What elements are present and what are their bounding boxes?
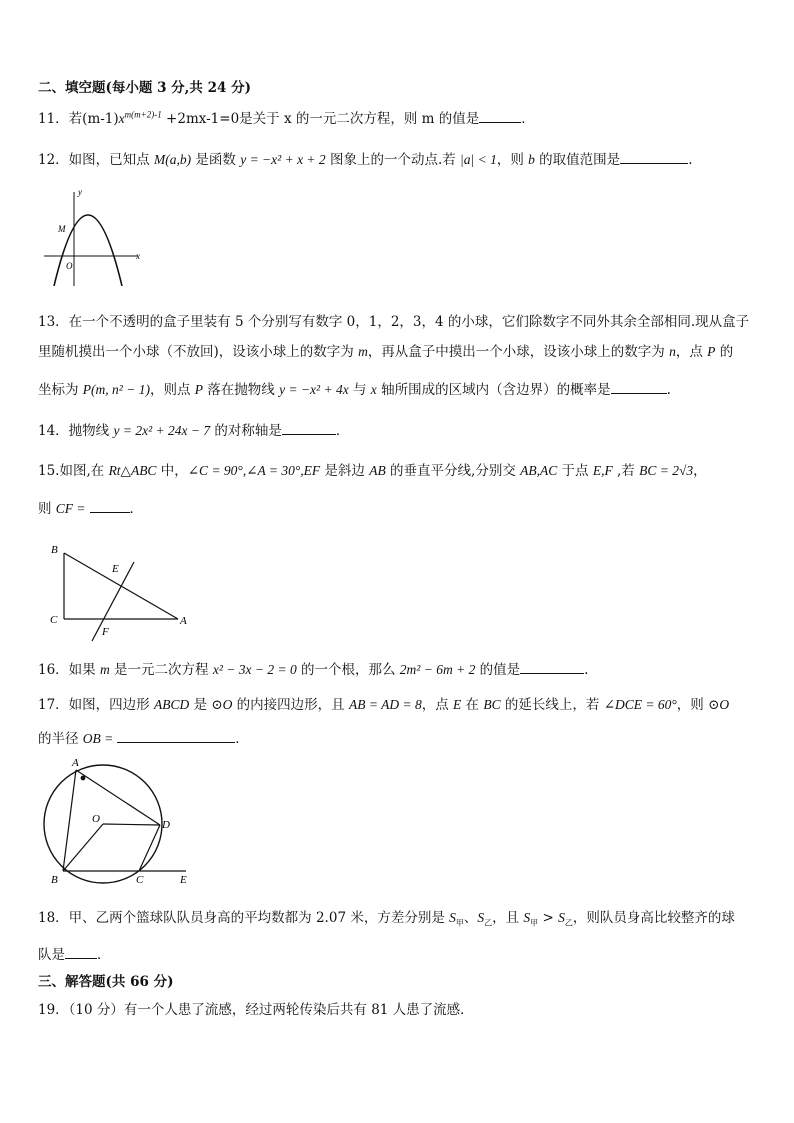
q11-text: 11．若(m-1) xyxy=(38,111,119,127)
question-18-line-2 xyxy=(38,945,111,964)
figure-17-circle xyxy=(36,756,196,886)
q17-ob: OB = xyxy=(82,731,114,746)
question-18-line-1 xyxy=(38,909,735,927)
q18-gt: > xyxy=(538,910,559,926)
q15-cf: CF = xyxy=(55,501,86,516)
q12-text-post: 的取值范围是 xyxy=(534,152,621,168)
q12-point: M(a,b) xyxy=(153,152,192,167)
label-M: M xyxy=(58,224,66,234)
segment-AB xyxy=(63,770,76,871)
label-O: O xyxy=(92,813,100,825)
q17-abcd: ABCD xyxy=(153,697,190,712)
answer-blank[interactable] xyxy=(282,421,336,435)
q15-angles: ∠C = 90°,∠A = 30°,EF xyxy=(187,463,321,478)
q17-circle-2: ⊙O xyxy=(708,697,730,712)
q13-var-P: P xyxy=(194,382,203,397)
answer-blank[interactable] xyxy=(479,109,521,123)
q13-text-post: ，点 xyxy=(675,344,708,360)
question-13-line-2 xyxy=(38,343,733,361)
q15-text-mid4: 于点 xyxy=(557,463,593,479)
answer-blank[interactable] xyxy=(520,660,584,674)
q16-text-mid2: 的一个根，那么 xyxy=(296,662,400,678)
q17-text: 17．如图，四边形 xyxy=(38,697,154,713)
q13-text: 里随机摸出一个小球（不放回)，设该小球上的数字为 xyxy=(38,344,359,360)
q18-s4: S xyxy=(558,910,565,925)
q14-function: y = 2x² + 24x − 7 xyxy=(113,423,211,438)
q14-end: ． xyxy=(335,423,350,439)
q17-text-mid3: ，点 xyxy=(421,697,453,713)
question-12 xyxy=(38,150,692,169)
q13-text-post: 轴所围成的区域内（含边界）的概率是 xyxy=(376,382,611,398)
question-15-line-2 xyxy=(38,499,143,518)
q15-text: 15.如图,在 xyxy=(38,463,109,479)
q18-sub2: 乙 xyxy=(484,918,493,928)
q17-angle: ∠DCE = 60° xyxy=(603,697,677,712)
q13-var-x: x xyxy=(370,382,377,397)
q16-end: . xyxy=(584,662,589,678)
label-A: A xyxy=(180,615,187,627)
label-D: D xyxy=(162,819,170,831)
q13-text-mid3: 与 xyxy=(348,382,371,398)
q17-text: 的半径 xyxy=(38,731,83,747)
answer-blank[interactable] xyxy=(117,729,235,743)
q18-text: 队是 xyxy=(38,947,65,963)
q15-bc: BC = 2√3 xyxy=(639,463,694,478)
question-17-line-1 xyxy=(38,696,729,714)
q12-text-mid3: ，则 xyxy=(496,152,529,168)
segment-OD xyxy=(103,824,160,825)
answer-blank[interactable] xyxy=(620,150,688,164)
q18-text: 18．甲、乙两个篮球队队员身高的平均数都为 2.07 米，方差分别是 xyxy=(38,910,450,926)
label-E: E xyxy=(180,874,187,886)
q18-text-post: ，则队员身高比较整齐的球 xyxy=(572,910,735,926)
q13-var-m: m xyxy=(358,344,368,359)
label-x: x xyxy=(136,251,140,261)
q18-sub1: 甲 xyxy=(455,918,464,928)
q13-text: 坐标为 xyxy=(38,382,83,398)
figure-15-triangle xyxy=(46,540,196,644)
figure-12-parabola xyxy=(40,186,150,290)
segment-AD xyxy=(76,770,160,825)
q15-ab: AB xyxy=(369,463,386,478)
label-O: O xyxy=(66,261,73,271)
q17-text-mid6: ，则 xyxy=(676,697,709,713)
question-17-line-2 xyxy=(38,729,249,748)
answer-blank[interactable] xyxy=(90,499,130,513)
q16-equation: x² − 3x − 2 = 0 xyxy=(212,662,297,677)
q17-equal: AB = AD = 8 xyxy=(348,697,422,712)
q14-text-post: 的对称轴是 xyxy=(210,423,282,439)
label-E: E xyxy=(112,563,119,575)
q12-text-mid2: 图象上的一个动点.若 xyxy=(325,152,461,168)
section-title-fill-blank: 二、填空题(每小题 3 分,共 24 分) xyxy=(38,80,251,96)
q17-text-mid4: 在 xyxy=(461,697,484,713)
q13-coord: P(m, n² − 1) xyxy=(82,382,150,397)
question-19: 19．（10 分）有一个人患了流感，经过两轮传染后共有 81 人患了流感． xyxy=(38,1002,474,1018)
label-F: F xyxy=(102,626,109,638)
q18-s2: S xyxy=(477,910,485,925)
question-15-line-1 xyxy=(38,462,707,480)
q13-text-end: 的 xyxy=(715,344,734,360)
q18-sub3: 甲 xyxy=(530,918,539,928)
q17-text-mid5: 的延长线上，若 xyxy=(500,697,604,713)
q18-sep: 、 xyxy=(463,910,478,926)
q16-expression: 2m² − 6m + 2 xyxy=(399,662,476,677)
answer-blank[interactable] xyxy=(611,380,667,394)
q13-var-P: P xyxy=(707,344,716,359)
q18-s1: S xyxy=(449,910,456,925)
q17-end: ． xyxy=(235,731,249,747)
q11-base: x xyxy=(118,111,125,126)
q15-text-mid3: 的垂直平分线,分别交 xyxy=(385,463,521,479)
q11-exponent: m(m+2)-1 xyxy=(124,109,162,120)
question-11 xyxy=(38,109,535,128)
q16-text-post: 的值是 xyxy=(475,662,521,678)
q18-s3: S xyxy=(523,910,531,925)
question-14 xyxy=(38,421,349,440)
q15-text-mid: 中， xyxy=(156,463,188,479)
q18-text-mid: ，且 xyxy=(492,910,524,926)
q18-sub4: 乙 xyxy=(564,918,573,928)
question-13-line-1: 13．在一个不透明的盒子里装有 5 个分别写有数字 0，1，2，3，4 的小球，它们除数字不同外其余全部相同.现从盒子 xyxy=(38,314,750,330)
q15-text: 则 xyxy=(38,501,56,517)
q13-text-mid2: 落在抛物线 xyxy=(203,382,280,398)
q15-ef: E,F xyxy=(592,463,613,478)
label-B: B xyxy=(51,874,58,886)
section-title-solve: 三、解答题(共 66 分) xyxy=(38,974,174,990)
angle-dot xyxy=(81,776,86,781)
q13-text-mid: ，则点 xyxy=(149,382,195,398)
label-C: C xyxy=(136,874,144,886)
q17-text-mid2: 的内接四边形，且 xyxy=(232,697,349,713)
q15-text-mid5: ,若 xyxy=(612,463,640,479)
q18-end: ． xyxy=(97,947,111,963)
segment-OB xyxy=(63,824,103,871)
label-C: C xyxy=(50,614,58,626)
q17-e: E xyxy=(453,697,462,712)
q13-text-mid: ，再从盒子中摸出一个小球，设该小球上的数字为 xyxy=(367,344,670,360)
q13-end: . xyxy=(666,382,671,398)
q14-text: 14．抛物线 xyxy=(38,423,114,439)
q12-var: b xyxy=(528,152,535,167)
answer-blank[interactable] xyxy=(65,945,97,959)
label-A: A xyxy=(72,757,79,769)
q12-function: y = −x² + x + 2 xyxy=(240,152,326,167)
q12-end: . xyxy=(688,152,693,168)
q13-var-n: n xyxy=(669,344,676,359)
q15-abac: AB,AC xyxy=(520,463,558,478)
q17-text-mid: 是 xyxy=(189,697,212,713)
q15-text-mid2: 是斜边 xyxy=(320,463,370,479)
label-B: B xyxy=(51,544,58,556)
q15-text-end: ， xyxy=(693,463,707,479)
q16-text: 16．如果 xyxy=(38,662,100,678)
q15-triangle: Rt△ABC xyxy=(108,463,157,478)
q17-circle: ⊙O xyxy=(211,697,233,712)
q16-text-mid: 是一元二次方程 xyxy=(109,662,213,678)
q11-end: ． xyxy=(521,111,535,127)
q12-condition: |a| < 1 xyxy=(460,152,497,167)
label-y: y xyxy=(78,187,82,197)
q12-text: 12．如图，已知点 xyxy=(38,152,154,168)
q13-parabola: y = −x² + 4x xyxy=(279,382,349,397)
q16-var-m: m xyxy=(99,662,110,677)
q15-end: ． xyxy=(129,501,144,517)
question-16 xyxy=(38,660,588,679)
question-13-line-3 xyxy=(38,380,671,399)
q12-text-mid: 是函数 xyxy=(191,152,241,168)
q17-bc: BC xyxy=(483,697,501,712)
q11-text-post: +2mx-1=0是关于 x 的一元二次方程，则 m 的值是 xyxy=(161,111,480,127)
